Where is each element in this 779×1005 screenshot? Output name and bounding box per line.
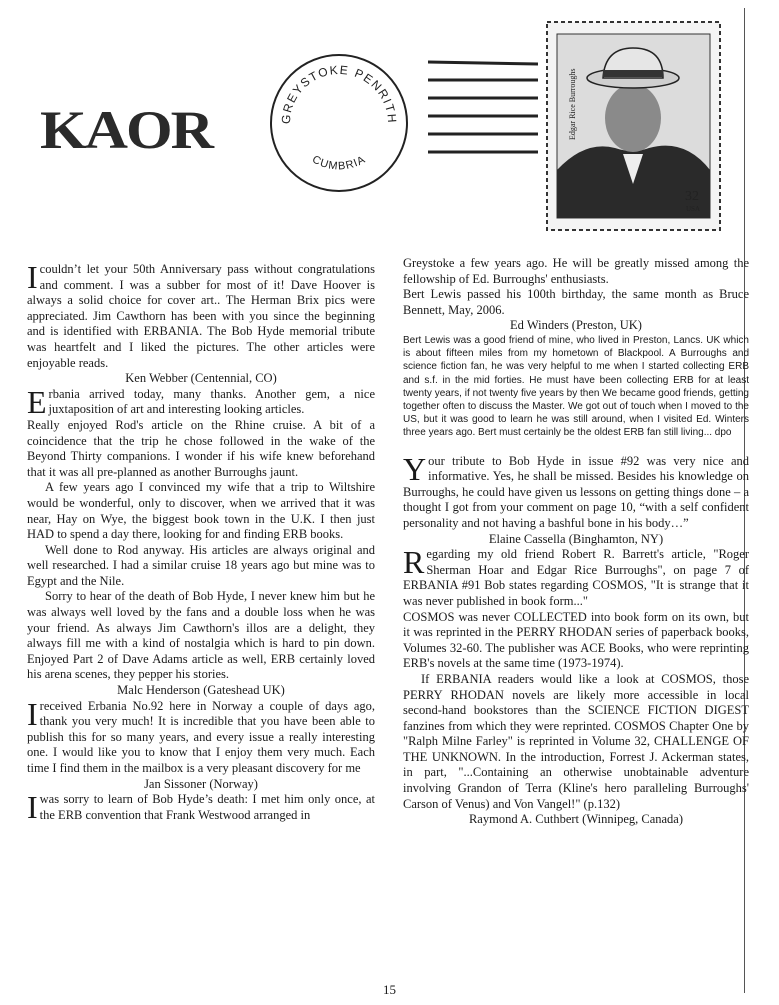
burroughs-stamp-icon (545, 20, 722, 232)
postmark-bottom-text: CUMBRIA (310, 153, 368, 173)
drop-cap: I (27, 695, 38, 732)
drop-cap: I (27, 789, 38, 826)
letter-paragraph: Greystoke a few years ago. He will be greatly missed among the fellowship of Ed. Burroughs' enthusiasts. (403, 256, 749, 286)
letter-signature: Ken Webber (Centennial, CO) (125, 371, 277, 386)
letter-paragraph: Your tribute to Bob Hyde in issue #92 was very nice and informative. Yes, he shall be missed. Besides his knowledge on Burroughs, he could have given us lessons on getting things done – a thought I got from your comment on page 10, “with a self confident personality and not having a bashful bone in his body…” (403, 450, 749, 530)
letter-signature: Raymond A. Cuthbert (Winnipeg, Canada) (468, 812, 684, 827)
svg-text:CUMBRIA (310, 153, 368, 172)
svg-text:GREYSTOKE PENRITH (279, 63, 399, 125)
stamp-country: USA (686, 205, 701, 213)
cancellation-lines-icon (428, 58, 538, 170)
postmark-icon (268, 52, 410, 194)
drop-cap: Y (403, 450, 427, 487)
drop-cap: I (27, 259, 38, 295)
letter-paragraph: COSMOS was never COLLECTED into book form on its own, but it was reprinted in the PERRY RHODAN series of paperback books, Volumes 32-60. The publisher was ACE Books, who were reprinting ERB's novels at the same time (1973-1974). (403, 609, 749, 671)
letter-paragraph: If ERBANIA readers would like a look at COSMOS, those PERRY RHODAN novels are likely more accessible in local second-hand bookstores than the SCIENCE FICTION DIGEST fanzines from which they were reprinted. COSMOS Chapter One by "Ralph Milne Farley" is reprinted in Volume 32, CHALLENGE OF THE UNKNOWN. In the introduction, Forrest J. Ackerman states, in part, "...Containing an otherwise unobtainable adventure involving Grandon of Terra (Kline's hero paralleling Burroughs' Carson of Venus) and Von Vangel!" (p.132) (403, 671, 749, 811)
letter-signature: Jan Sissoner (Norway) (144, 776, 258, 791)
letter-paragraph: A few years ago I convinced my wife that a trip to Wiltshire would be wonderful, only to discover, when we arrived that it was near, Hay on Wye, the biggest book town in the U.K. I then just HAD to spend a day there, looking for and finding ERB books. (27, 480, 375, 542)
letter-paragraph: Erbania arrived today, many thanks. Another gem, a nice juxtaposition of art and interesting looking articles. (27, 383, 375, 420)
stamp-value: 32 (685, 189, 699, 204)
left-column (27, 259, 375, 826)
drop-cap: E (27, 383, 47, 420)
letter-paragraph: Bert Lewis passed his 100th birthday, the same month as Bruce Bennett, May, 2006. (403, 287, 749, 317)
kaor-logo: KAOR (40, 100, 212, 160)
letter-paragraph: Ireceived Erbania No.92 here in Norway a couple of days ago, thank you very much! It is incredible that you have been able to publish this for so many years, and every issue a really interesting one. I would like you to know that I enjoy them very much. Each time I find them in the mailbox is a very pleasant discovery for me (27, 695, 375, 775)
right-column (403, 256, 749, 828)
letter-signature: Ed Winders (Preston, UK) (510, 318, 642, 333)
drop-cap: R (403, 544, 425, 581)
postmark-top-text: GREYSTOKE PENRITH (278, 62, 400, 125)
letter-paragraph: Sorry to hear of the death of Bob Hyde, I never knew him but he was always well loved by the fans and a double loss when he was your friend. As always Jim Cawthorn's illos are a delight, they always fill me with a kind of nostalgia which is hard to pin down. Enjoyed Part 2 of Dave Adams article as well, ERB certainly loved his arena scenes, they pepper his stories. (27, 589, 375, 682)
letter-paragraph: Icouldn’t let your 50th Anniversary pass without congratulations and comment. I was a subber for most of it! Dave Hoover is always a solid choice for cover art.. The Herman Brix pics were appreciated. Jim Cawthorn has been with you since the beginning and is identified with ERBANIA. The Bob Hyde memorial tribute was heartfelt and I liked the pictures. The other articles were enjoyable reads. (27, 259, 375, 370)
editor-note: Bert Lewis was a good friend of mine, who lived in Preston, Lancs. UK which is about fifteen miles from my hometown of Blackpool. A Burroughs and science fiction fan, he was very helpful to me when I started collecting ERB and s.f. in the mid forties. He must have been collecting ERB for at least twenty years, if not twenty five years by then We became good friends, getting together often to discuss the Master. We got out of touch when I moved to the US, but it was good to learn he was still around, when I visited Ed. Winters three years ago. Bert must certainly be the oldest ERB fan still living... dpo (403, 334, 749, 439)
letter-paragraph: Iwas sorry to learn of Bob Hyde’s death: I met him only once, at the ERB convention that Frank Westwood arranged in (27, 789, 375, 826)
letter-paragraph: Well done to Rod anyway. His articles are always original and well researched. I had a similar cruise 18 years ago but mine was to Egypt and the Nile. (27, 542, 375, 588)
letter-paragraph: Regarding my old friend Robert R. Barrett's article, "Roger Sherman Hoar and Edgar Rice Burroughs", on page 7 of ERBANIA #91 Bob states regarding COSMOS, "It is strange that it was never published in book form..." (403, 544, 749, 608)
stamp-caption: Edgar Rice Burroughs (568, 68, 577, 140)
page-number: 15 (383, 982, 396, 997)
letter-signature: Elaine Cassella (Binghamton, NY) (488, 531, 664, 546)
letter-paragraph: Really enjoyed Rod's article on the Rhine cruise. A bit of a coincidence that the trip he chose followed in the wake of the Beyond Thirty companions. I wonder if his wife knew beforehand that it was all pre-planned as another Burroughs jaunt. (27, 417, 375, 479)
letter-signature: Malc Henderson (Gateshead UK) (117, 683, 285, 698)
